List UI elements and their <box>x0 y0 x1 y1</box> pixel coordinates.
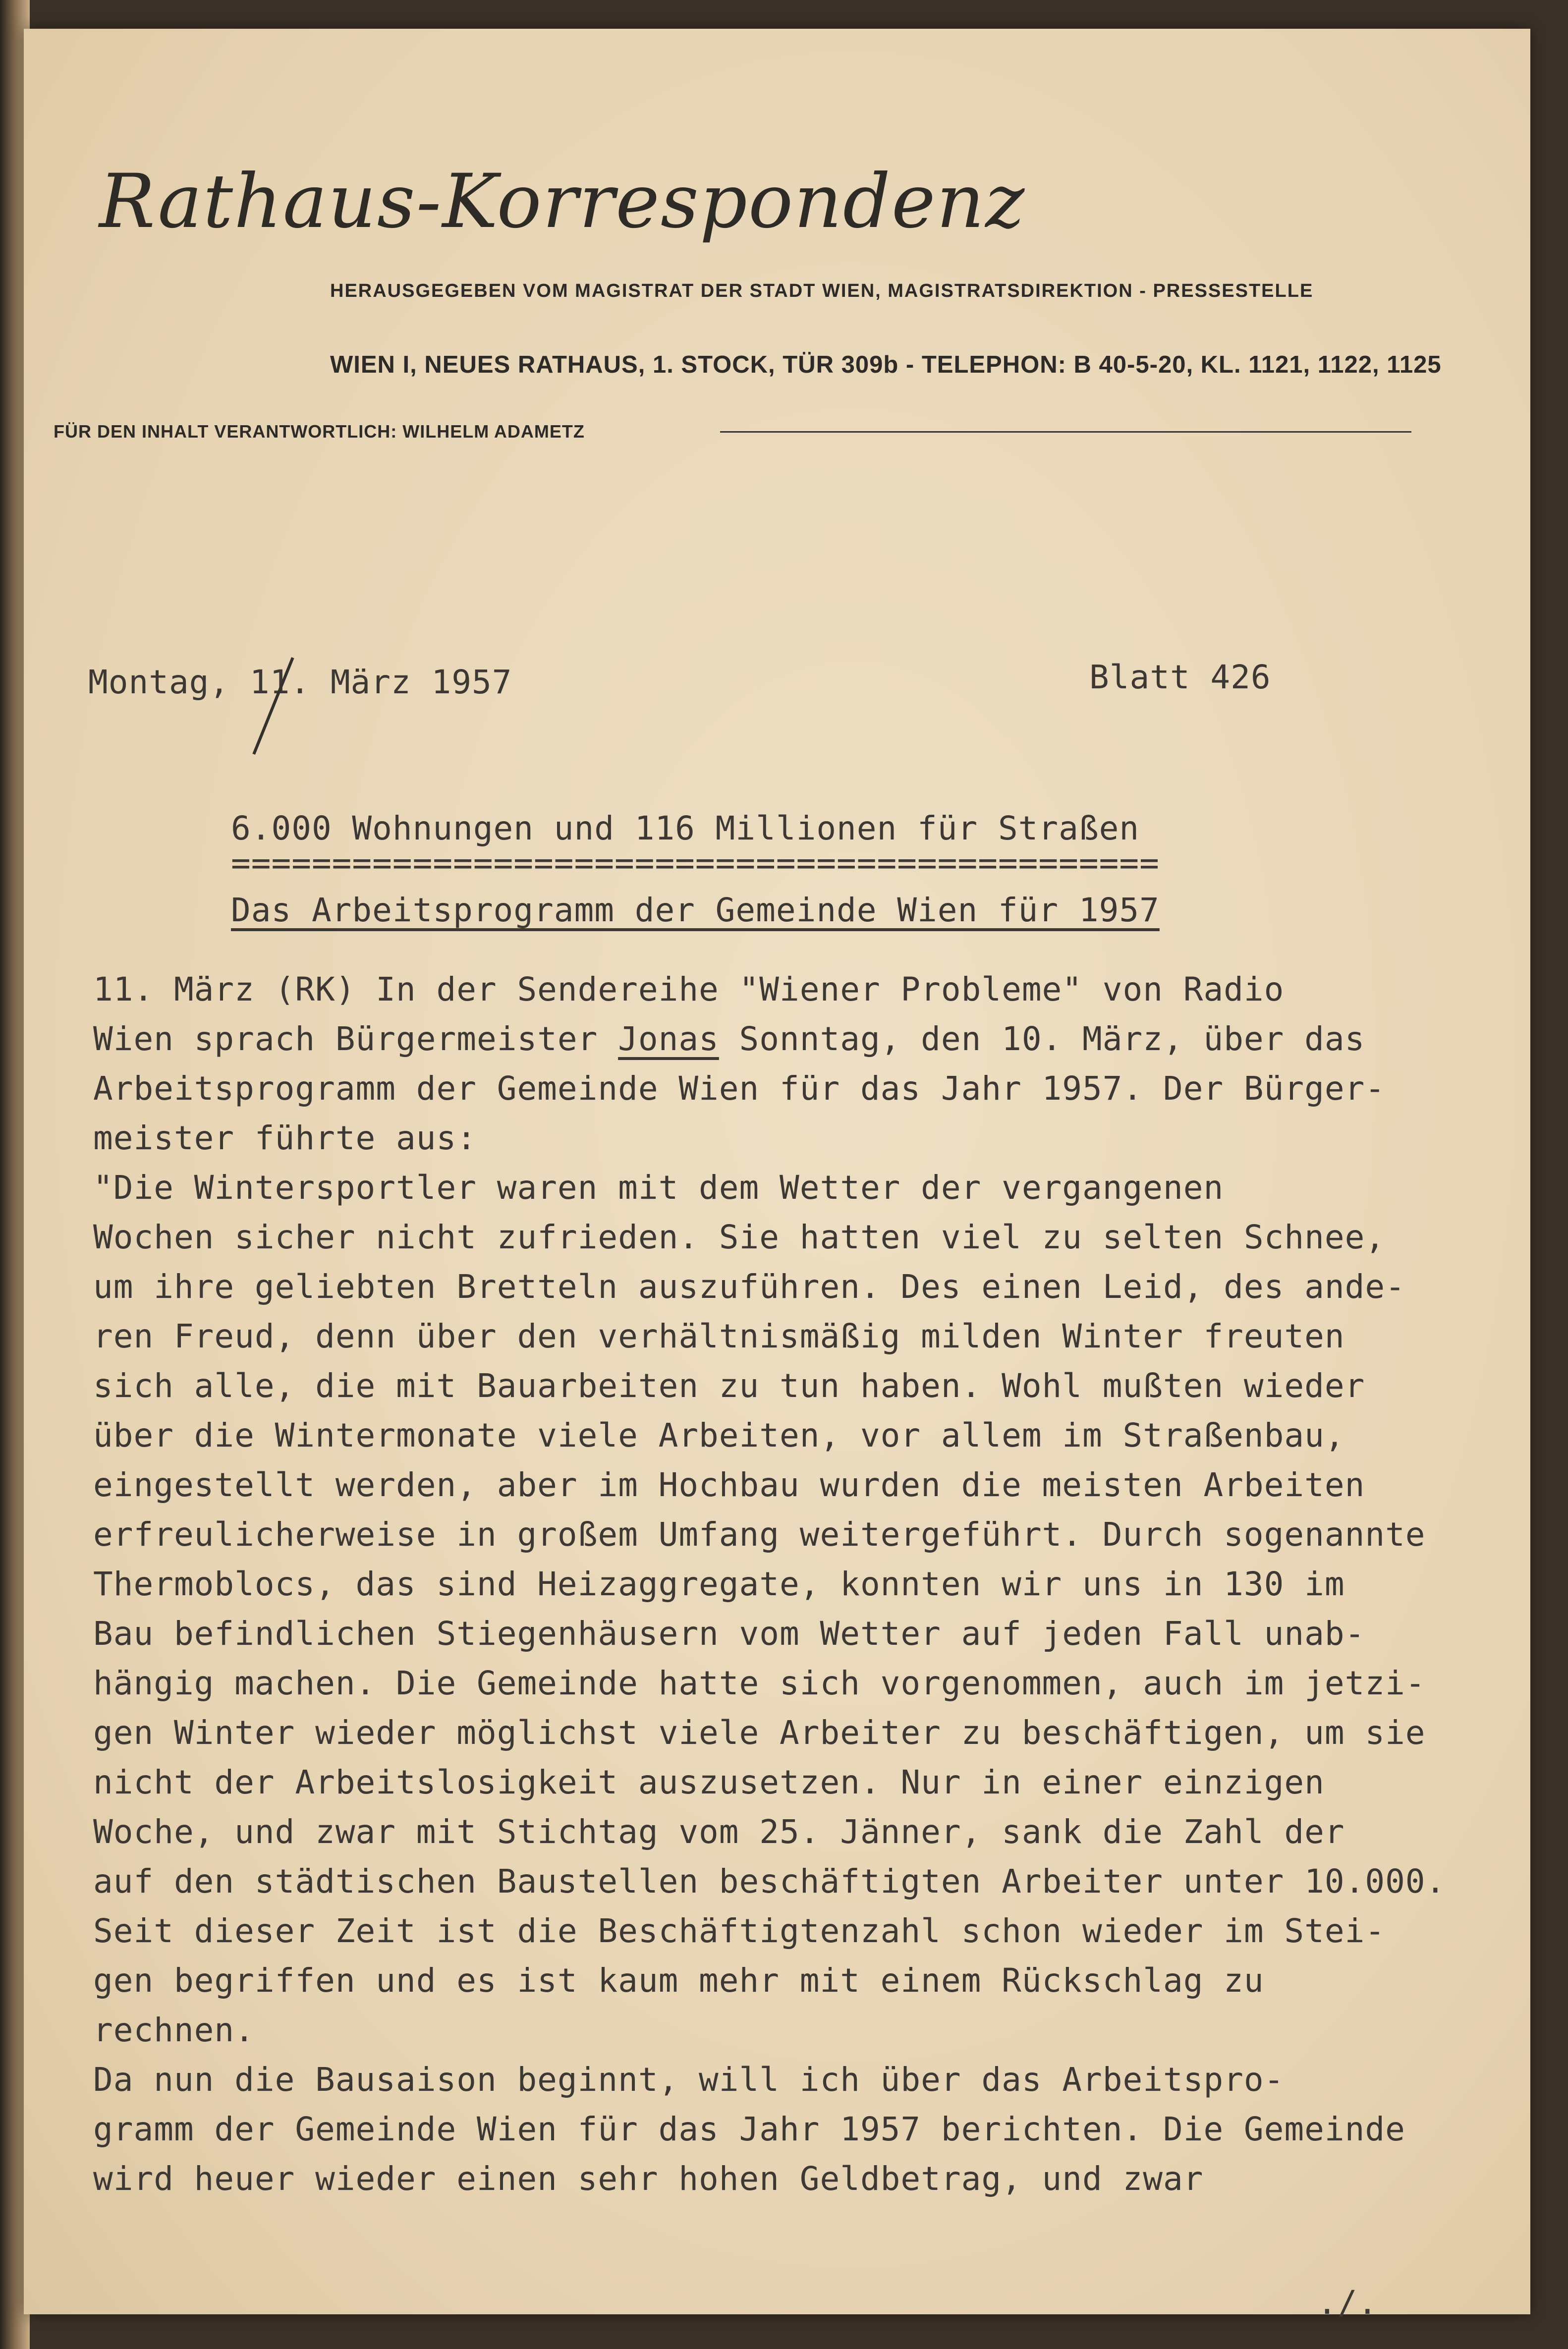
body-line: gen Winter wieder möglichst viele Arbeiter zu beschäftigen, um sie <box>93 1714 1426 1752</box>
document-page <box>24 29 1530 2322</box>
body-line: meister führte aus: <box>93 1119 477 1157</box>
article-subheadline: Das Arbeitsprogramm der Gemeinde Wien für 1957 <box>231 891 1160 929</box>
responsible-editor-line: FÜR DEN INHALT VERANTWORTLICH: WILHELM ADAMETZ <box>54 421 585 442</box>
body-line: wird heuer wieder einen sehr hohen Geldbetrag, und zwar <box>93 2160 1204 2198</box>
body-line: gramm der Gemeinde Wien für das Jahr 1957 berichten. Die Gemeinde <box>93 2110 1405 2148</box>
body-line: Bau befindlichen Stiegenhäusern vom Wetter auf jeden Fall unab- <box>93 1615 1365 1653</box>
masthead-rule <box>720 431 1411 433</box>
masthead-title: Rathaus-Korrespondenz <box>99 159 1026 245</box>
underlined-name: Jonas <box>618 1020 719 1058</box>
address-line: WIEN I, NEUES RATHAUS, 1. STOCK, TÜR 309b - TELEPHON: B 40-5-20, KL. 1121, 1122, 1125 <box>330 351 1442 378</box>
body-line: hängig machen. Die Gemeinde hatte sich vorgenommen, auch im jetzi- <box>93 1664 1426 1702</box>
body-line: über die Wintermonate viele Arbeiten, vor allem im Straßenbau, <box>93 1416 1345 1454</box>
body-line: eingestellt werden, aber im Hochbau wurden die meisten Arbeiten <box>93 1466 1365 1504</box>
publisher-line: HERAUSGEGEBEN VOM MAGISTRAT DER STADT WIEN, MAGISTRATSDIREKTION - PRESSESTELLE <box>330 280 1314 301</box>
body-line: Thermoblocs, das sind Heizaggregate, konnten wir uns in 130 im <box>93 1565 1345 1603</box>
body-line: Arbeitsprogramm der Gemeinde Wien für das Jahr 1957. Der Bürger- <box>93 1069 1386 1108</box>
body-line: Da nun die Bausaison beginnt, will ich über das Arbeitspro- <box>93 2061 1285 2099</box>
body-line: sich alle, die mit Bauarbeiten zu tun haben. Wohl mußten wieder <box>93 1367 1365 1405</box>
continuation-mark: ./. <box>1317 2284 1378 2322</box>
date-line: Montag, 11. März 1957 <box>88 663 512 701</box>
headline-rule: ============================================== <box>231 844 1160 882</box>
body-line: Wien sprach Bürgermeister Jonas Sonntag, den 10. März, über das <box>93 1020 1365 1058</box>
sheet-number: Blatt 426 <box>1089 658 1271 696</box>
body-line: auf den städtischen Baustellen beschäftigten Arbeiter unter 10.000. <box>93 1862 1446 1901</box>
body-line: ren Freud, denn über den verhältnismäßig milden Winter freuten <box>93 1317 1345 1355</box>
body-line: erfreulicherweise in großem Umfang weitergeführt. Durch sogenannte <box>93 1515 1426 1554</box>
body-line: 11. März (RK) In der Sendereihe "Wiener Probleme" von Radio <box>93 970 1285 1008</box>
body-line: nicht der Arbeitslosigkeit auszusetzen. Nur in einer einzigen <box>93 1763 1325 1801</box>
body-line: um ihre geliebten Bretteln auszuführen. Des einen Leid, des ande- <box>93 1268 1405 1306</box>
body-line: Seit dieser Zeit ist die Beschäftigtenzahl schon wieder im Stei- <box>93 1912 1386 1950</box>
article-headline: 6.000 Wohnungen und 116 Millionen für Straßen <box>231 809 1140 847</box>
body-line: Wochen sicher nicht zufrieden. Sie hatten viel zu selten Schnee, <box>93 1218 1386 1256</box>
body-line: Woche, und zwar mit Stichtag vom 25. Jänner, sank die Zahl der <box>93 1813 1345 1851</box>
body-line: gen begriffen und es ist kaum mehr mit einem Rückschlag zu <box>93 1961 1264 2000</box>
body-line: rechnen. <box>93 2011 255 2049</box>
body-line: "Die Wintersportler waren mit dem Wetter der vergangenen <box>93 1169 1224 1207</box>
